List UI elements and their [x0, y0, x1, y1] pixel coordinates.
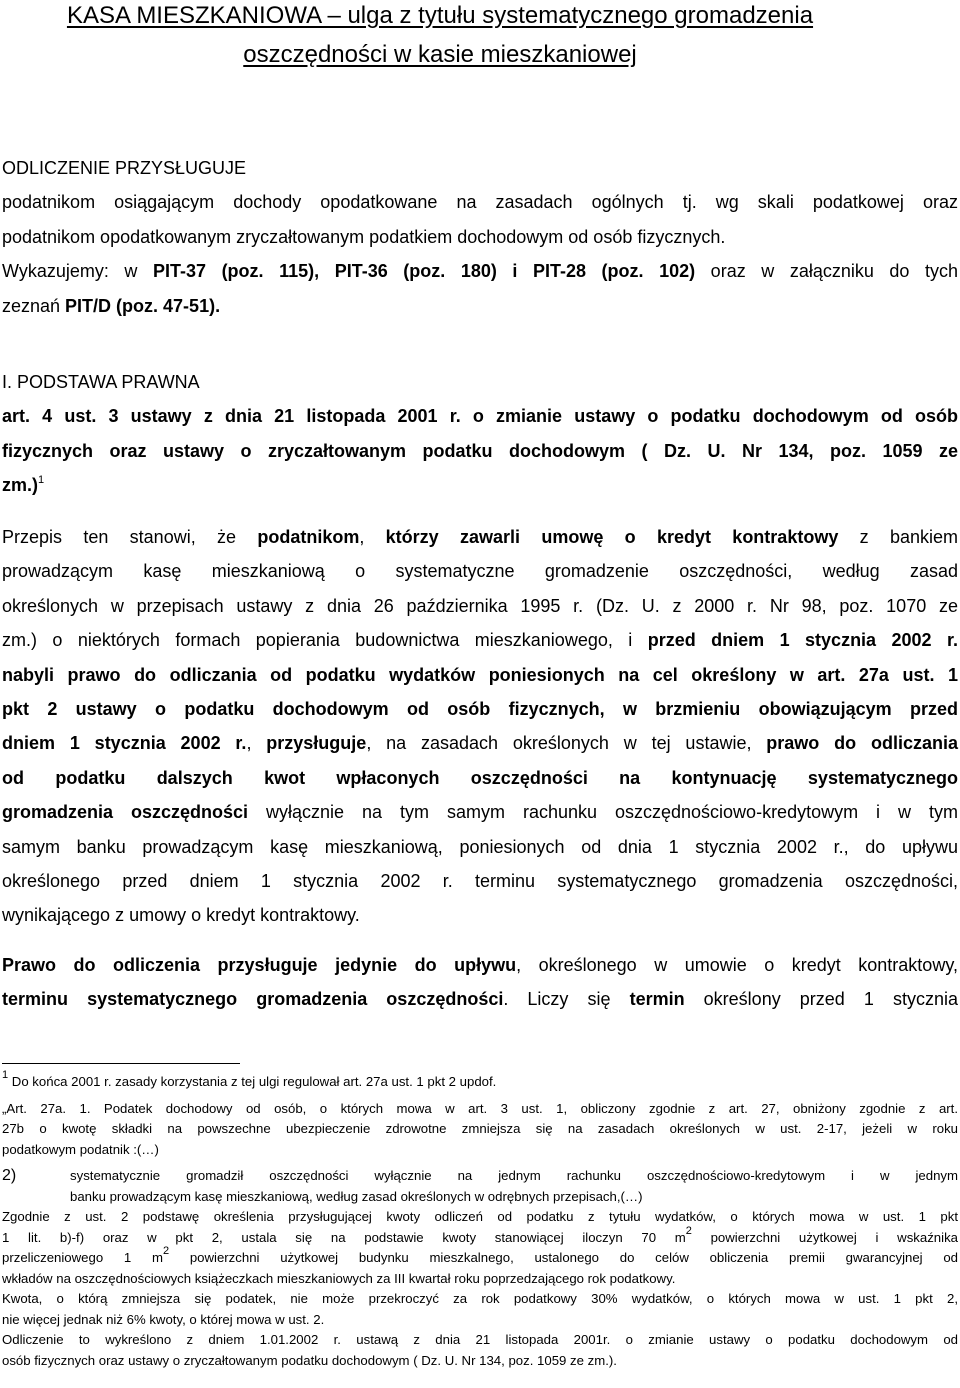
footnote-line: podatkowym podatnik :(…): [2, 1141, 159, 1157]
text-run-bold: zm.): [2, 475, 38, 496]
text-run: , określonego w umowie o kredyt kontraktowy,: [516, 955, 958, 975]
text-run: ,: [246, 733, 267, 754]
text-run: ,: [359, 527, 386, 547]
body-line-bold: [2, 692, 958, 726]
footnote-marker: 1: [2, 1069, 9, 1081]
superscript: 2: [162, 1245, 170, 1257]
text-run: . Liczy się: [503, 989, 630, 1010]
text-run: systematycznie gromadził oszczędności wyłącznie na jednym rachunku oszczędnościowo-kredytowym i w jednym: [70, 1168, 958, 1183]
body-line: samym banku prowadzącym kasę mieszkaniową, poniesionych od dnia 1 stycznia 2002 r., do upływu: [2, 836, 958, 857]
footnote-line: banku prowadzącym kasę mieszkaniową, według zasad określonych w odrębnych przepisach,(…): [70, 1188, 643, 1204]
text-run: powierzchni użytkowej i wskaźnika: [691, 1229, 958, 1245]
body-line: określonych w przepisach ustawy z dnia 26 października 1995 r. (Dz. U. z 2000 r. Nr 98, poz. 1070 ze: [2, 595, 958, 616]
document-title-line-1: KASA MIESZKANIOWA – ulga z tytułu systematycznego gromadzenia: [66, 2, 814, 29]
text-run: wyłącznie na tym samym rachunku oszczędnościowo-kredytowym i w tym: [248, 802, 959, 823]
paragraph-przepis: [2, 520, 958, 933]
body-line-bold: [2, 434, 958, 468]
footnote-line: 27b o kwotę składki na powszechne ubezpieczenie zdrowotne zmniejsza się na zasadach określonych w ust. 2-17, jeżeli w roku: [2, 1121, 958, 1136]
text-run-bold: terminu systematycznego gromadzenia oszczędności: [2, 989, 504, 1010]
body-line: [2, 982, 958, 1016]
text-run: oraz w załączniku do tych: [695, 261, 959, 282]
body-line-bold: [2, 399, 958, 433]
text-run-bold: dniem 1 stycznia 2002 r.: [2, 733, 247, 754]
text-run: zeznań: [2, 295, 66, 316]
footnote-ref[interactable]: 1: [38, 474, 45, 487]
text-run-bold: podatnikom: [257, 527, 360, 547]
text-run-bold: prawo do odliczania: [766, 733, 958, 754]
text-run-bold: PIT-37 (poz. 115), PIT-36 (poz. 180) i PIT-28 (poz. 102): [152, 261, 696, 282]
document-title-line-2: oszczędności w kasie mieszkaniowej: [243, 41, 637, 68]
footnote-line: [2, 1069, 958, 1093]
body-line: określonego przed dniem 1 stycznia 2002 r. terminu systematycznego gromadzenia oszczędności,: [2, 871, 958, 892]
text-run-bold: Prawo do odliczenia przysługuje jedynie do upływu: [2, 955, 517, 975]
text-run: 1 lit. b)-f) oraz w pkt 2, ustala się na podstawie kwoty stanowiącej iloczyn 70 m: [2, 1229, 686, 1245]
text-run: określony przed 1 stycznia: [684, 989, 958, 1010]
text-run-bold: fizycznych oraz ustawy o zryczałtowanym podatku dochodowym ( Dz. U. Nr 134, poz. 1059 ze: [2, 440, 958, 461]
footnote-line: „Art. 27a. 1. Podatek dochodowy od osób, o których mowa w art. 3 ust. 1, obliczony zgodnie z art. 27, obniżony zgodnie z art.: [2, 1100, 958, 1116]
body-line-bold: [2, 658, 958, 692]
text-run: Wykazujemy: w: [2, 261, 153, 282]
footnote-line: Zgodnie z ust. 2 podstawę określenia przysługującej kwoty odliczeń od podatku z tytułu wydatków, o których mowa w ust. 1 pkt: [2, 1209, 958, 1224]
text-run-bold: PIT/D (poz. 47-51).: [65, 295, 221, 316]
body-line: [2, 948, 958, 982]
list-number: 2): [2, 1167, 17, 1184]
footnote-line: Kwota, o którą zmniejsza się podatek, nie może przekroczyć za rok podatkowy 30% wydatków, o których mowa w ust. 1 pkt 2,: [2, 1291, 958, 1306]
text-run-bold: termin: [629, 989, 685, 1010]
body-line: [2, 289, 958, 323]
superscript: 2: [685, 1224, 692, 1237]
body-line: [2, 254, 958, 288]
section-heading: ODLICZENIE PRZYSŁUGUJE: [2, 158, 247, 178]
body-line: podatnikom opodatkowanym zryczałtowanym podatkiem dochodowym od osób fizycznych.: [2, 226, 726, 247]
body-line: podatnikom osiągającym dochody opodatkowane na zasadach ogólnych tj. wg skali podatkowej oraz: [2, 192, 958, 213]
text-run-bold: od podatku dalszych kwot wpłaconych oszczędności na kontynuację systematycznego: [2, 767, 958, 788]
footnote-divider: [2, 1063, 240, 1064]
text-run-bold: nabyli prawo do odliczania od podatku wydatków poniesionych na cel określony w art. 27a ust. 1: [2, 664, 958, 685]
section-podstawa: [2, 365, 958, 503]
text-run-bold: gromadzenia oszczędności: [2, 802, 249, 823]
body-line: prowadzącym kasę mieszkaniową o systematyczne gromadzenie oszczędności, według zasad: [2, 561, 958, 582]
footnote-line: Odliczenie to wykreślono z dniem 1.01.2002 r. ustawą z dnia 21 listopada 2001r. o zmianie ustawy o podatku dochodowym od: [2, 1332, 958, 1347]
text-run-bold: którzy zawarli umowę o kredyt kontraktowy: [385, 527, 839, 547]
text-run: przeliczeniowego 1 m: [2, 1250, 163, 1265]
footnote-line: osób fizycznych oraz ustawy o zryczałtowanym podatku dochodowym ( Dz. U. Nr 134, poz. 1059 ze zm.).: [2, 1352, 617, 1368]
body-line: [2, 795, 958, 829]
footnote-line: [2, 1224, 958, 1249]
text-run: zm.) o niektórych formach popierania budownictwa mieszkaniowego, i: [2, 630, 648, 651]
paragraph-prawo: [2, 948, 958, 1017]
text-run: Przepis ten stanowi, że: [2, 527, 258, 547]
text-run: Do końca 2001 r. zasady korzystania z tej ulgi regulował art. 27a ust. 1 pkt 2 updof.: [8, 1074, 497, 1089]
footnote-line: [2, 1245, 959, 1269]
text-run-bold: art. 4 ust. 3 ustawy z dnia 21 listopada 2001 r. o zmianie ustawy o podatku dochodowym od osób: [2, 406, 958, 427]
text-run-bold: pkt 2 ustawy o podatku dochodowym od osób fizycznych, w brzmieniu obowiązującym przed: [2, 699, 958, 720]
body-line: wynikającego z umowy o kredyt kontraktowy.: [2, 905, 360, 926]
text-run-bold: przed dniem 1 stycznia 2002 r.: [647, 630, 958, 651]
section-odliczenie: [2, 151, 958, 323]
body-line-bold: [2, 468, 958, 502]
body-line: [2, 623, 958, 657]
footnote-line: nie więcej jednak niż 6% kwoty, o której mowa w ust. 2.: [2, 1311, 325, 1327]
body-line: [2, 726, 958, 760]
text-run-bold: przysługuje: [266, 733, 367, 754]
text-run: , na zasadach określonych w tej ustawie,: [366, 733, 767, 754]
body-line: [2, 520, 958, 554]
body-line-bold: [2, 761, 958, 795]
text-run: powierzchni użytkowej budynku mieszkalnego, ustalonego do celów obliczenia premii gwarancyjnej od: [169, 1250, 959, 1265]
footnote-line: [2, 1166, 958, 1187]
footnote-line: wkładów na oszczędnościowych książeczkach mieszkaniowych za III kwartał roku poprzedzającego rok podatkowy.: [2, 1270, 676, 1286]
section-heading: I. PODSTAWA PRAWNA: [2, 372, 200, 392]
footnotes: [2, 1069, 959, 1371]
text-run: z bankiem: [838, 527, 959, 547]
